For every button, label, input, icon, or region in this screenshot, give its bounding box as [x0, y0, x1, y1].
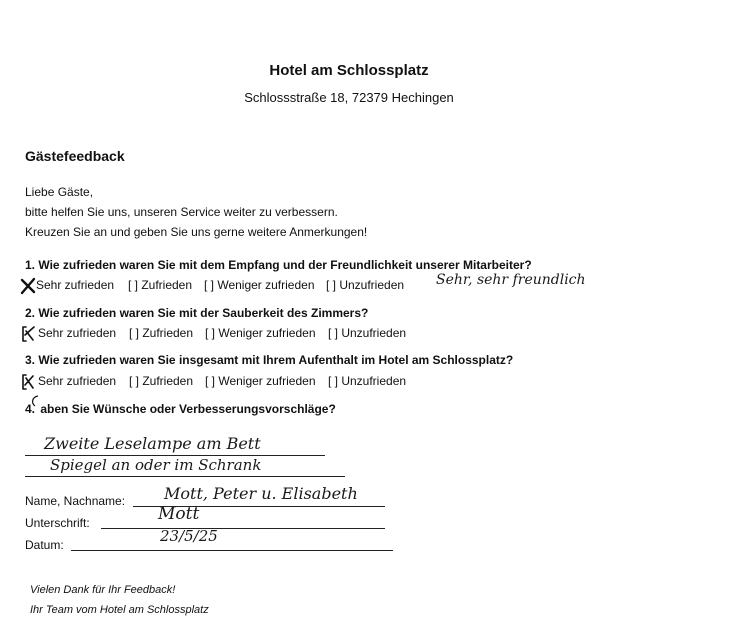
checkbox-cross-mark[interactable] — [19, 277, 37, 295]
form-title: Gästefeedback — [25, 148, 125, 164]
intro-request: bitte helfen Sie uns, unseren Service weiter zu verbessern. — [25, 205, 338, 219]
signature-value: Mott — [158, 504, 200, 524]
option-zufrieden[interactable]: [ ] Zufrieden — [129, 326, 194, 340]
option-unzufrieden[interactable]: [ ] Unzufrieden — [328, 374, 407, 388]
option-weniger-zufrieden[interactable]: [ ] Weniger zufrieden — [205, 326, 316, 340]
question-4-text: aben Sie Wünsche oder Verbesserungsvorschläge? — [40, 402, 336, 416]
hotel-address: Schlossstraße 18, 72379 Hechingen — [244, 90, 454, 105]
suggestion-line-2: Spiegel an oder im Schrank — [50, 456, 262, 474]
checkbox-cross-mark[interactable] — [20, 373, 38, 391]
option-sehr-zufrieden[interactable]: Sehr zufrieden — [38, 374, 117, 388]
option-sehr-zufrieden[interactable]: Sehr zufrieden — [38, 326, 117, 340]
question-2: 2. Wie zufrieden waren Sie mit der Sauberkeit des Zimmers? — [25, 306, 369, 320]
suggestion-line-1: Zweite Leselampe am Bett — [44, 434, 261, 453]
hotel-title: Hotel am Schlossplatz — [269, 62, 429, 79]
option-zufrieden[interactable]: [ ] Zufrieden — [128, 278, 193, 292]
option-weniger-zufrieden[interactable]: [ ] Weniger zufrieden — [205, 374, 316, 388]
option-unzufrieden[interactable]: [ ] Unzufrieden — [328, 326, 407, 340]
option-zufrieden[interactable]: [ ] Zufrieden — [129, 374, 194, 388]
question-3: 3. Wie zufrieden waren Sie insgesamt mit Ihrem Aufenthalt im Hotel am Schlossplatz? — [25, 353, 514, 367]
signature-field[interactable] — [101, 528, 385, 529]
question-4-number: 4. — [25, 402, 36, 416]
date-value: 23/5/25 — [160, 527, 218, 545]
option-sehr-zufrieden[interactable]: Sehr zufrieden — [36, 278, 115, 292]
date-label: Datum: — [25, 538, 64, 552]
question-4 — [25, 402, 336, 416]
option-weniger-zufrieden[interactable]: [ ] Weniger zufrieden — [204, 278, 315, 292]
checkbox-cross-mark[interactable] — [20, 325, 38, 343]
answer-underline — [25, 476, 345, 477]
footer-thanks: Vielen Dank für Ihr Feedback! — [30, 584, 176, 596]
name-label: Name, Nachname: — [25, 494, 126, 508]
name-value: Mott, Peter u. Elisabeth — [164, 484, 358, 503]
date-field[interactable] — [71, 550, 393, 551]
question-1: 1. Wie zufrieden waren Sie mit dem Empfang und der Freundlichkeit unserer Mitarbeiter? — [25, 258, 532, 272]
option-unzufrieden[interactable]: [ ] Unzufrieden — [326, 278, 405, 292]
signature-label: Unterschrift: — [25, 516, 90, 530]
footer-team: Ihr Team vom Hotel am Schlossplatz — [30, 604, 209, 616]
question-1-comment: Sehr, sehr freundlich — [436, 272, 586, 288]
intro-instruction: Kreuzen Sie an und geben Sie uns gerne weitere Anmerkungen! — [25, 225, 368, 239]
intro-greeting: Liebe Gäste, — [25, 185, 94, 199]
scribble-mark — [29, 394, 41, 408]
